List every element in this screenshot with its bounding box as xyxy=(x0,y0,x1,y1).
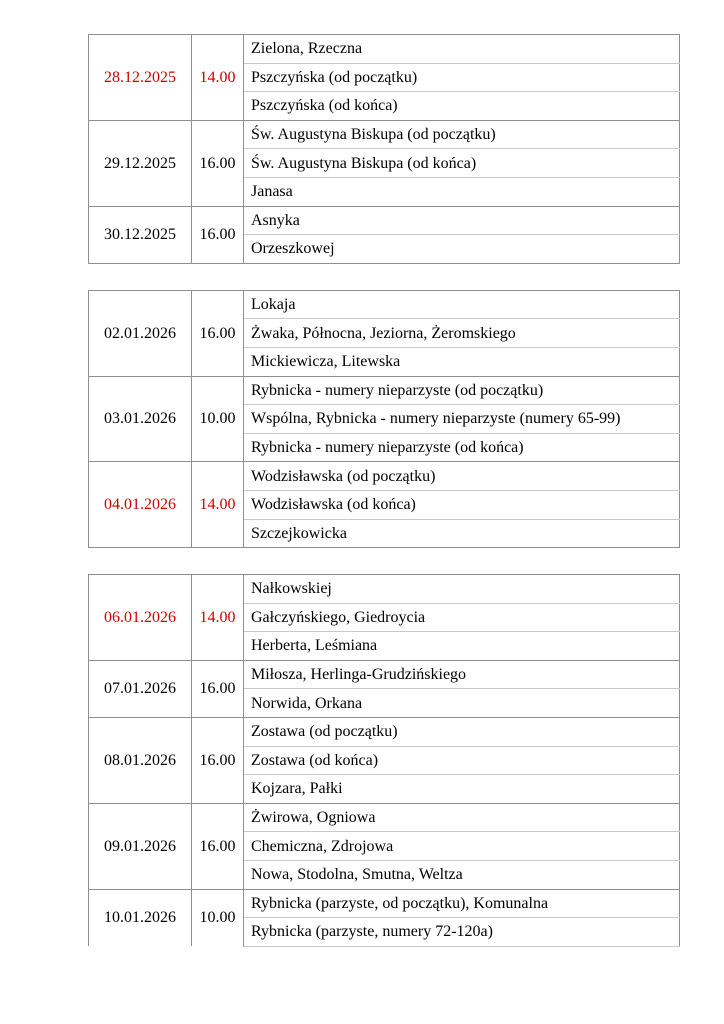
date-cell: 04.01.2026 xyxy=(89,462,192,548)
street-cell: Miłosza, Herlinga-Grudzińskiego xyxy=(244,660,680,689)
street-cell: Janasa xyxy=(251,183,293,201)
street-cell: Wspólna, Rybnicka - numery nieparzyste (numery 65-99) xyxy=(244,405,680,434)
time-cell: 10.00 xyxy=(192,376,244,462)
street-cell: Kojzara, Pałki xyxy=(251,780,343,798)
date-cell: 30.12.2025 xyxy=(89,206,192,263)
date-cell: 07.01.2026 xyxy=(89,660,192,717)
time-cell: 16.00 xyxy=(192,803,244,889)
date-group xyxy=(89,718,680,804)
table-row xyxy=(89,718,680,747)
time-cell: 16.00 xyxy=(192,120,244,206)
date-group xyxy=(89,462,680,548)
time-cell: 14.00 xyxy=(192,35,244,121)
street-cell: Zielona, Rzeczna xyxy=(244,35,680,64)
date-cell: 02.01.2026 xyxy=(89,290,192,376)
time-cell: 16.00 xyxy=(192,718,244,804)
date-group xyxy=(89,660,680,717)
street-cell: Pszczyńska (od końca) xyxy=(251,97,398,115)
date-group xyxy=(89,35,680,121)
street-cell: Żwirowa, Ogniowa xyxy=(244,803,680,832)
date-group xyxy=(89,290,680,376)
time-cell: 14.00 xyxy=(192,575,244,661)
table-row xyxy=(89,120,680,149)
street-cell: Rybnicka - numery nieparzyste (od końca) xyxy=(251,438,524,456)
street-cell: Orzeszkowej xyxy=(251,240,335,258)
date-cell: 03.01.2026 xyxy=(89,376,192,462)
street-cell: Nowa, Stodolna, Smutna, Weltza xyxy=(251,866,463,884)
date-cell: 29.12.2025 xyxy=(89,120,192,206)
street-cell: Rybnicka (parzyste, numery 72-120a) xyxy=(244,918,680,947)
table-row xyxy=(89,462,680,491)
street-cell: Wodzisławska (od końca) xyxy=(244,490,680,519)
street-cell: Rybnicka - numery nieparzyste (od początku) xyxy=(244,376,680,405)
schedule-table-3 xyxy=(88,574,680,947)
date-group xyxy=(89,803,680,889)
table-row xyxy=(89,376,680,405)
date-cell: 10.01.2026 xyxy=(89,889,192,946)
street-cell: Pszczyńska (od początku) xyxy=(244,63,680,92)
date-cell: 28.12.2025 xyxy=(89,35,192,121)
street-cell: Zostawa (od końca) xyxy=(244,746,680,775)
date-cell: 06.01.2026 xyxy=(89,575,192,661)
street-cell: Chemiczna, Zdrojowa xyxy=(244,832,680,861)
street-cell: Mickiewicza, Litewska xyxy=(251,353,401,371)
street-cell: Wodzisławska (od początku) xyxy=(244,462,680,491)
street-cell: Zostawa (od początku) xyxy=(244,718,680,747)
date-group xyxy=(89,575,680,661)
street-cell: Żwaka, Północna, Jeziorna, Żeromskiego xyxy=(244,319,680,348)
street-cell: Herberta, Leśmiana xyxy=(251,637,378,655)
table-row xyxy=(89,206,680,235)
time-cell: 16.00 xyxy=(192,660,244,717)
street-cell: Asnyka xyxy=(244,206,680,235)
date-group xyxy=(89,120,680,206)
street-cell: Rybnicka (parzyste, od początku), Komunalna xyxy=(244,889,680,918)
street-cell: Szczejkowicka xyxy=(251,524,347,542)
date-group xyxy=(89,889,680,946)
time-cell: 14.00 xyxy=(192,462,244,548)
table-row xyxy=(89,803,680,832)
date-cell: 09.01.2026 xyxy=(89,803,192,889)
street-cell: Św. Augustyna Biskupa (od końca) xyxy=(244,149,680,178)
time-cell: 16.00 xyxy=(192,206,244,263)
schedule-table-1 xyxy=(88,34,680,264)
street-cell: Nałkowskiej xyxy=(244,575,680,604)
table-row xyxy=(89,889,680,918)
street-cell: Św. Augustyna Biskupa (od początku) xyxy=(244,120,680,149)
street-cell: Lokaja xyxy=(244,290,680,319)
table-row xyxy=(89,35,680,64)
table-row xyxy=(89,575,680,604)
date-group xyxy=(89,376,680,462)
street-cell: Gałczyńskiego, Giedroycia xyxy=(244,603,680,632)
date-cell: 08.01.2026 xyxy=(89,718,192,804)
date-group xyxy=(89,206,680,263)
street-cell: Norwida, Orkana xyxy=(251,694,363,712)
table-row xyxy=(89,290,680,319)
time-cell: 10.00 xyxy=(192,889,244,946)
schedule-table-2 xyxy=(88,290,680,548)
time-cell: 16.00 xyxy=(192,290,244,376)
table-row xyxy=(89,660,680,689)
